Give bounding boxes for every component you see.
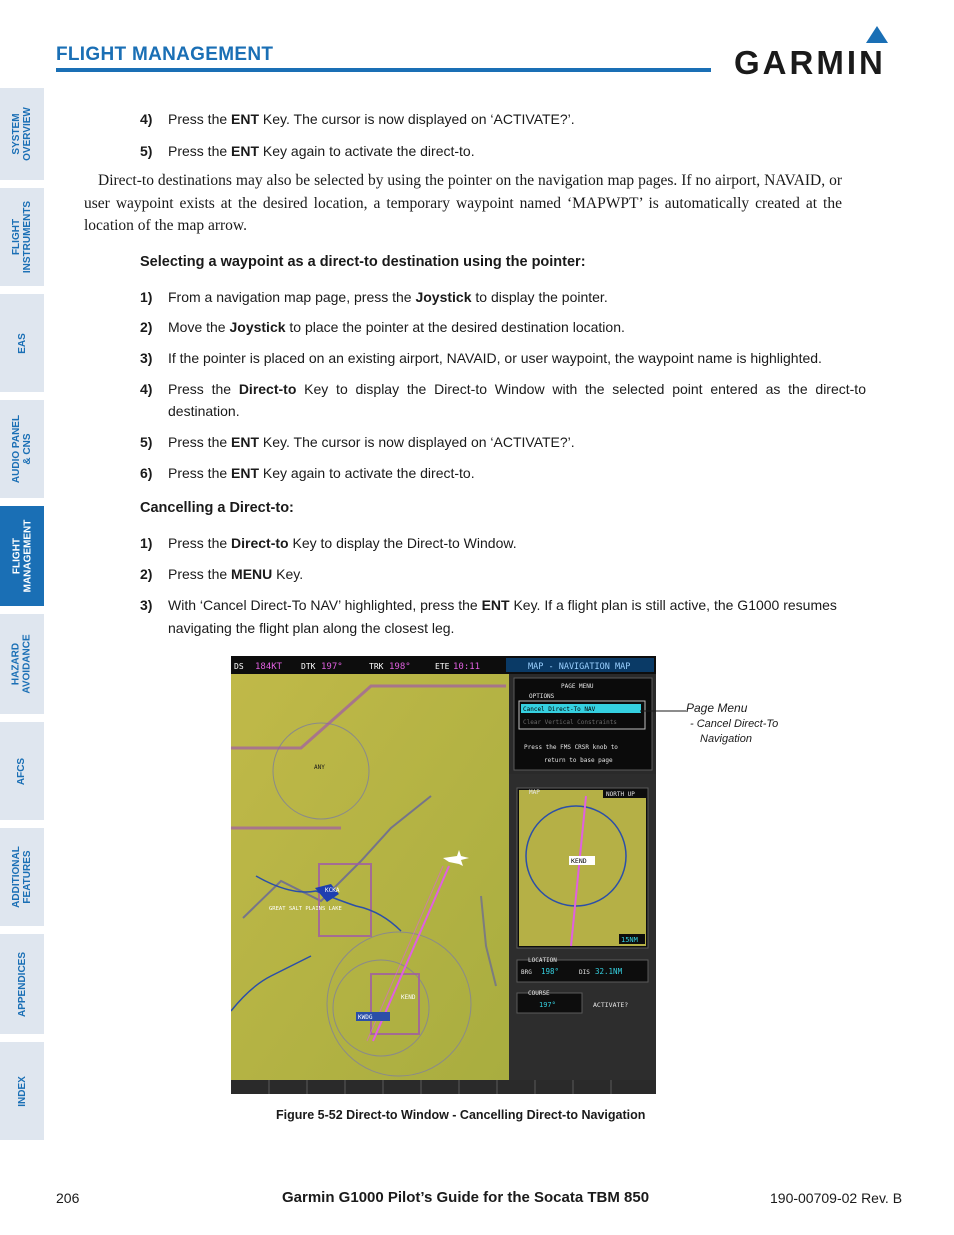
tab-flight-management[interactable] — [0, 506, 44, 606]
step-number: 5) — [140, 143, 153, 159]
ds-label: DS — [234, 662, 244, 671]
tab-additional-features[interactable] — [0, 828, 44, 926]
brg-label: BRG — [521, 969, 532, 976]
tab-label: INDEX — [16, 1075, 28, 1107]
options-label: OPTIONS — [529, 693, 555, 700]
tab-label: AUDIO PANEL & CNS — [11, 414, 33, 484]
page-name: MAP - NAVIGATION MAP — [528, 662, 631, 672]
step-number: 2) — [140, 319, 153, 335]
step-text-cont: navigating the flight plan along the closest leg. — [168, 620, 455, 636]
callout-sub-line1: - Cancel Direct-To — [690, 718, 779, 730]
step-text-cont: destination. — [168, 403, 240, 419]
inset-north-up: NORTH UP — [606, 791, 635, 798]
dtk-label: DTK — [301, 662, 316, 671]
garmin-logo-text: GARMIN — [734, 44, 886, 81]
activate-prompt: ACTIVATE? — [593, 1001, 629, 1009]
tab-label: AFCS — [16, 757, 28, 785]
tab-label: FLIGHT INSTRUMENTS — [11, 200, 34, 274]
step-text: Move the Joystick to place the pointer at the desired destination location. — [168, 319, 625, 335]
map-label-wpt1: KCKA — [325, 887, 340, 894]
step-text: Press the MENU Key. — [168, 566, 304, 582]
dtk-value: 197° — [321, 662, 343, 672]
menu-hint-1: Press the FMS CRSR knob to — [524, 744, 618, 751]
step-text: Press the Direct-to Key to display the Direct-to Window. — [168, 535, 517, 551]
step-number: 1) — [140, 289, 153, 305]
step-text: Press the Direct-to Key to display the Direct-to Window with the selected point entered as the direct-to — [168, 381, 866, 397]
document-number: 190-00709-02 Rev. B — [770, 1190, 903, 1206]
menu-hint-2: return to base page — [544, 757, 613, 764]
callout-sub — [690, 717, 778, 747]
step-number: 5) — [140, 434, 153, 450]
tab-afcs[interactable] — [0, 722, 44, 820]
garmin-triangle-icon — [866, 26, 888, 43]
section-heading: Selecting a waypoint as a direct-to destination using the pointer: — [140, 254, 586, 270]
location-label: LOCATION — [528, 957, 557, 964]
tab-label: EAS — [16, 332, 28, 354]
callout-label: Page Menu — [686, 701, 748, 715]
ds-value: 184KT — [255, 662, 283, 672]
trk-label: TRK — [369, 662, 384, 671]
step-number: 4) — [140, 111, 153, 127]
page-menu-title: PAGE MENU — [561, 683, 594, 690]
mfd-screenshot — [231, 656, 656, 1094]
tab-index[interactable] — [0, 1042, 44, 1140]
tab-label: HAZARD AVOIDANCE — [11, 634, 34, 694]
tab-label: FLIGHT MANAGEMENT — [11, 519, 33, 593]
callout-sub-line2: Navigation — [700, 733, 752, 745]
figure-caption: Figure 5-52 Direct-to Window - Cancelling Direct-to Navigation — [276, 1108, 646, 1122]
map-label-wpt3: KWDG — [358, 1014, 373, 1021]
tab-eas[interactable] — [0, 294, 44, 392]
tab-appendices[interactable] — [0, 934, 44, 1034]
step-text: Press the ENT Key again to activate the direct-to. — [168, 143, 475, 159]
step-number: 3) — [140, 350, 153, 366]
dis-label: DIS — [579, 969, 590, 976]
map-label-any: ANY — [314, 764, 325, 771]
step-number: 3) — [140, 597, 153, 613]
step-text: With ‘Cancel Direct-To NAV’ highlighted, press the ENT Key. If a flight plan is still active, the G1000 resumes — [168, 597, 837, 613]
tab-flight-instruments[interactable] — [0, 188, 44, 286]
list-item — [140, 378, 866, 424]
course-label: COURSE — [528, 990, 550, 997]
tab-hazard-avoidance[interactable] — [0, 614, 44, 714]
map-label-lake: GREAT SALT PLAINS LAKE — [269, 906, 342, 912]
garmin-logo — [734, 26, 898, 81]
step-number: 1) — [140, 535, 153, 551]
map-label-wpt2: KEND — [401, 994, 416, 1001]
step-number: 2) — [140, 566, 153, 582]
section-title: FLIGHT MANAGEMENT — [56, 44, 274, 65]
tab-label: SYSTEM OVERVIEW — [11, 107, 33, 161]
step-text: Press the ENT Key. The cursor is now displayed on ‘ACTIVATE?’. — [168, 111, 575, 127]
tab-label: ADDITIONAL FEATURES — [11, 846, 34, 908]
clear-vertical-item: Clear Vertical Constraints — [523, 719, 617, 726]
dis-value: 32.1NM — [595, 967, 623, 976]
tab-label: APPENDICES — [16, 951, 28, 1017]
section-heading: Cancelling a Direct-to: — [140, 500, 294, 516]
inset-range: 15NM — [621, 936, 638, 944]
list-item — [140, 594, 842, 640]
cancel-direct-to-nav-item: Cancel Direct-To NAV — [523, 706, 596, 713]
tab-system-overview[interactable] — [0, 88, 44, 180]
inset-map-label: MAP — [529, 789, 540, 796]
step-text: From a navigation map page, press the Joystick to display the pointer. — [168, 289, 608, 305]
footer-title: Garmin G1000 Pilot’s Guide for the Socata TBM 850 — [282, 1189, 650, 1206]
step-text: If the pointer is placed on an existing airport, NAVAID, or user waypoint, the waypoint name is highlighted. — [168, 350, 822, 366]
ete-label: ETE — [435, 662, 450, 671]
body-paragraph: Direct-to destinations may also be selected by using the pointer on the navigation map pages. If no airport, NAVAID, or user waypoint exists at the desired location, a temporary waypoint named ‘MAPWPT’ is automatically created at the location of the map arrow. — [84, 172, 842, 234]
inset-wpt: KEND — [571, 857, 587, 865]
step-number: 6) — [140, 465, 153, 481]
step-text: Press the ENT Key. The cursor is now displayed on ‘ACTIVATE?’. — [168, 434, 575, 450]
course-value: 197° — [539, 1001, 556, 1009]
header-rule — [56, 68, 711, 72]
brg-value: 198° — [541, 967, 560, 976]
trk-value: 198° — [389, 662, 411, 672]
step-text: Press the ENT Key again to activate the direct-to. — [168, 465, 475, 481]
page-number: 206 — [56, 1190, 80, 1206]
step-number: 4) — [140, 381, 153, 397]
tab-audio-panel[interactable] — [0, 400, 44, 498]
ete-value: 10:11 — [453, 662, 481, 672]
